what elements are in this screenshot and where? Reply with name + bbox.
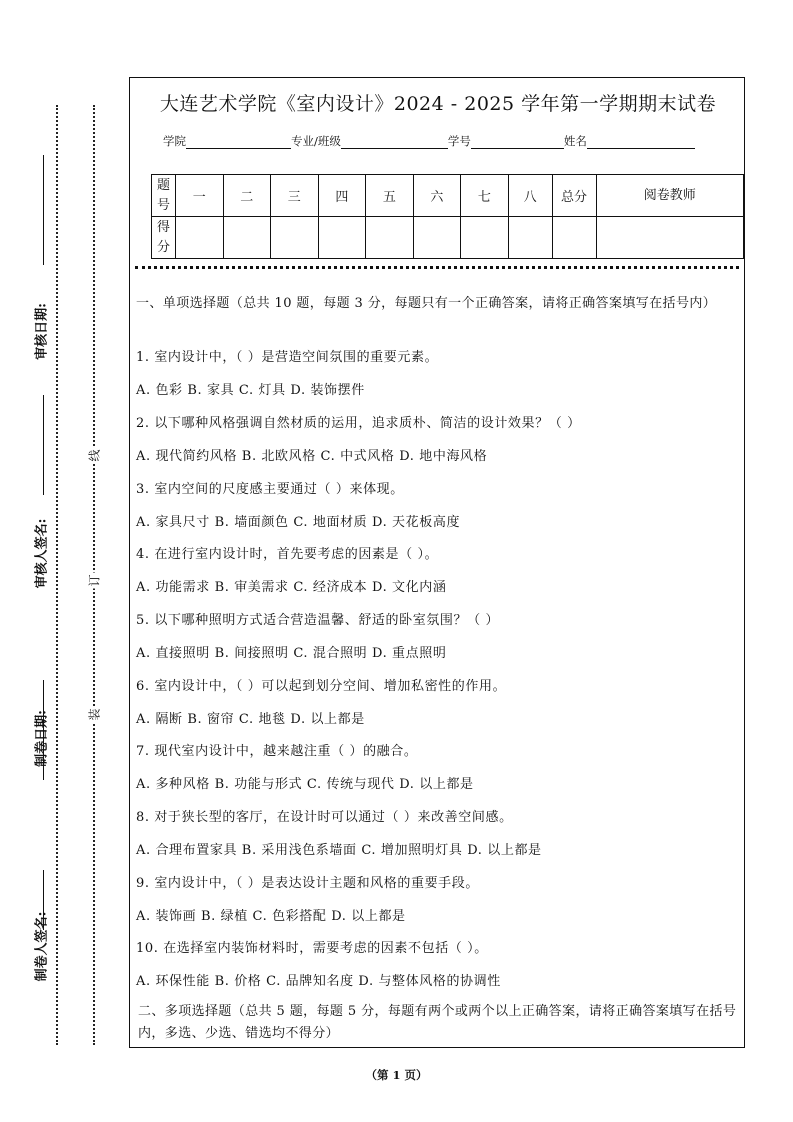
score-cell-4[interactable] <box>318 217 366 259</box>
col-8: 八 <box>508 175 552 217</box>
score-table <box>151 174 744 259</box>
col-5: 五 <box>366 175 414 217</box>
q4-options: A. 功能需求 B. 审美需求 C. 经济成本 D. 文化内涵 <box>136 580 447 595</box>
col-2: 二 <box>223 175 271 217</box>
q2-stem: 2. 以下哪种风格强调自然材质的运用，追求质朴、简洁的设计效果？（ ） <box>136 416 581 431</box>
q5-stem: 5. 以下哪种照明方式适合营造温馨、舒适的卧室氛围？（ ） <box>136 613 500 628</box>
q9-options: A. 装饰画 B. 绿植 C. 色彩搭配 D. 以上都是 <box>136 909 406 924</box>
binding-char-ding: 订 <box>87 574 102 587</box>
exam-title: 大连艺术学院《室内设计》2024 - 2025 学年第一学期期末试卷 <box>159 93 717 115</box>
name-label: 姓名 <box>563 134 587 148</box>
q3-options: A. 家具尺寸 B. 墙面颜色 C. 地面材质 D. 天花板高度 <box>136 515 461 530</box>
score-cell-3[interactable] <box>271 217 319 259</box>
exam-frame <box>129 77 745 1048</box>
student-info-row <box>163 133 695 149</box>
score-cell-1[interactable] <box>175 217 223 259</box>
section2-heading: 二、多项选择题（总共 5 题，每题 5 分，每题有两个或两个以上正确答案，请将正确答案填写在括号内，多选、少选、错选均不得分） <box>138 1004 737 1041</box>
q5-options: A. 直接照明 B. 间接照明 C. 混合照明 D. 重点照明 <box>136 646 447 661</box>
score-cell-5[interactable] <box>366 217 414 259</box>
review-date-label: 审核日期: <box>34 303 50 360</box>
student-id-label: 学号 <box>447 134 471 148</box>
question-number-label: 题号 <box>152 175 176 217</box>
col-4: 四 <box>318 175 366 217</box>
binding-char-xian: 线 <box>87 449 102 462</box>
col-6: 六 <box>413 175 461 217</box>
q10-options: A. 环保性能 B. 价格 C. 品牌知名度 D. 与整体风格的协调性 <box>136 974 501 989</box>
q6-stem: 6. 室内设计中，（ ）可以起到划分空间、增加私密性的作用。 <box>136 679 507 694</box>
q9-stem: 9. 室内设计中，（ ）是表达设计主题和风格的重要手段。 <box>136 876 479 891</box>
q10-stem: 10. 在选择室内装饰材料时，需要考虑的因素不包括（ ）。 <box>136 941 488 956</box>
col-1: 一 <box>175 175 223 217</box>
reviewer-signature-label: 审核人签名: <box>34 518 50 589</box>
q8-stem: 8. 对于狭长型的客厅，在设计时可以通过（ ）来改善空间感。 <box>136 810 513 825</box>
q7-stem: 7. 现代室内设计中，越来越注重（ ）的融合。 <box>136 744 418 759</box>
score-cell-2[interactable] <box>223 217 271 259</box>
college-label: 学院 <box>163 134 186 148</box>
score-cell-6[interactable] <box>413 217 461 259</box>
paper-date-line <box>43 680 44 780</box>
score-cell-8[interactable] <box>508 217 552 259</box>
paper-maker-signature-label: 制卷人签名: <box>34 911 50 982</box>
major-class-label: 专业/班级 <box>291 134 341 148</box>
q1-options: A. 色彩 B. 家具 C. 灯具 D. 装饰摆件 <box>136 383 365 398</box>
score-table-header-row <box>152 175 744 217</box>
col-grader: 阅卷教师 <box>596 175 744 217</box>
binding-char-zhuang: 装 <box>87 708 102 721</box>
q3-stem: 3. 室内空间的尺度感主要通过（ ）来体现。 <box>136 482 404 497</box>
section1-heading: 一、单项选择题（总共 10 题，每题 3 分，每题只有一个正确答案，请将正确答案填写在括号内） <box>136 296 717 311</box>
col-7: 七 <box>461 175 509 217</box>
q1-stem: 1. 室内设计中，（ ）是营造空间氛围的重要元素。 <box>136 350 439 365</box>
name-field[interactable] <box>587 136 695 149</box>
score-table-score-row <box>152 217 744 259</box>
q4-stem: 4. 在进行室内设计时，首先要考虑的因素是（ ）。 <box>136 547 439 562</box>
page-number: （第 1 页） <box>365 1068 428 1082</box>
separator-dotted-line <box>135 266 739 269</box>
col-total: 总分 <box>552 175 596 217</box>
score-cell-total[interactable] <box>552 217 596 259</box>
score-cell-7[interactable] <box>461 217 509 259</box>
reviewer-signature-line <box>43 395 44 495</box>
student-id-field[interactable] <box>471 136 564 149</box>
q8-options: A. 合理布置家具 B. 采用浅色系墙面 C. 增加照明灯具 D. 以上都是 <box>136 843 542 858</box>
q6-options: A. 隔断 B. 窗帘 C. 地毯 D. 以上都是 <box>136 712 365 727</box>
paper-maker-signature-line <box>43 870 44 930</box>
q2-options: A. 现代简约风格 B. 北欧风格 C. 中式风格 D. 地中海风格 <box>136 449 488 464</box>
q7-options: A. 多种风格 B. 功能与形式 C. 传统与现代 D. 以上都是 <box>136 777 474 792</box>
paper-date-label: 制卷日期: <box>34 710 50 767</box>
college-field[interactable] <box>186 136 291 149</box>
col-3: 三 <box>271 175 319 217</box>
review-date-line <box>43 155 44 265</box>
score-cell-grader[interactable] <box>596 217 744 259</box>
binding-dotted-line-left <box>56 105 58 1045</box>
major-class-field[interactable] <box>341 136 448 149</box>
score-label: 得分 <box>152 217 176 259</box>
